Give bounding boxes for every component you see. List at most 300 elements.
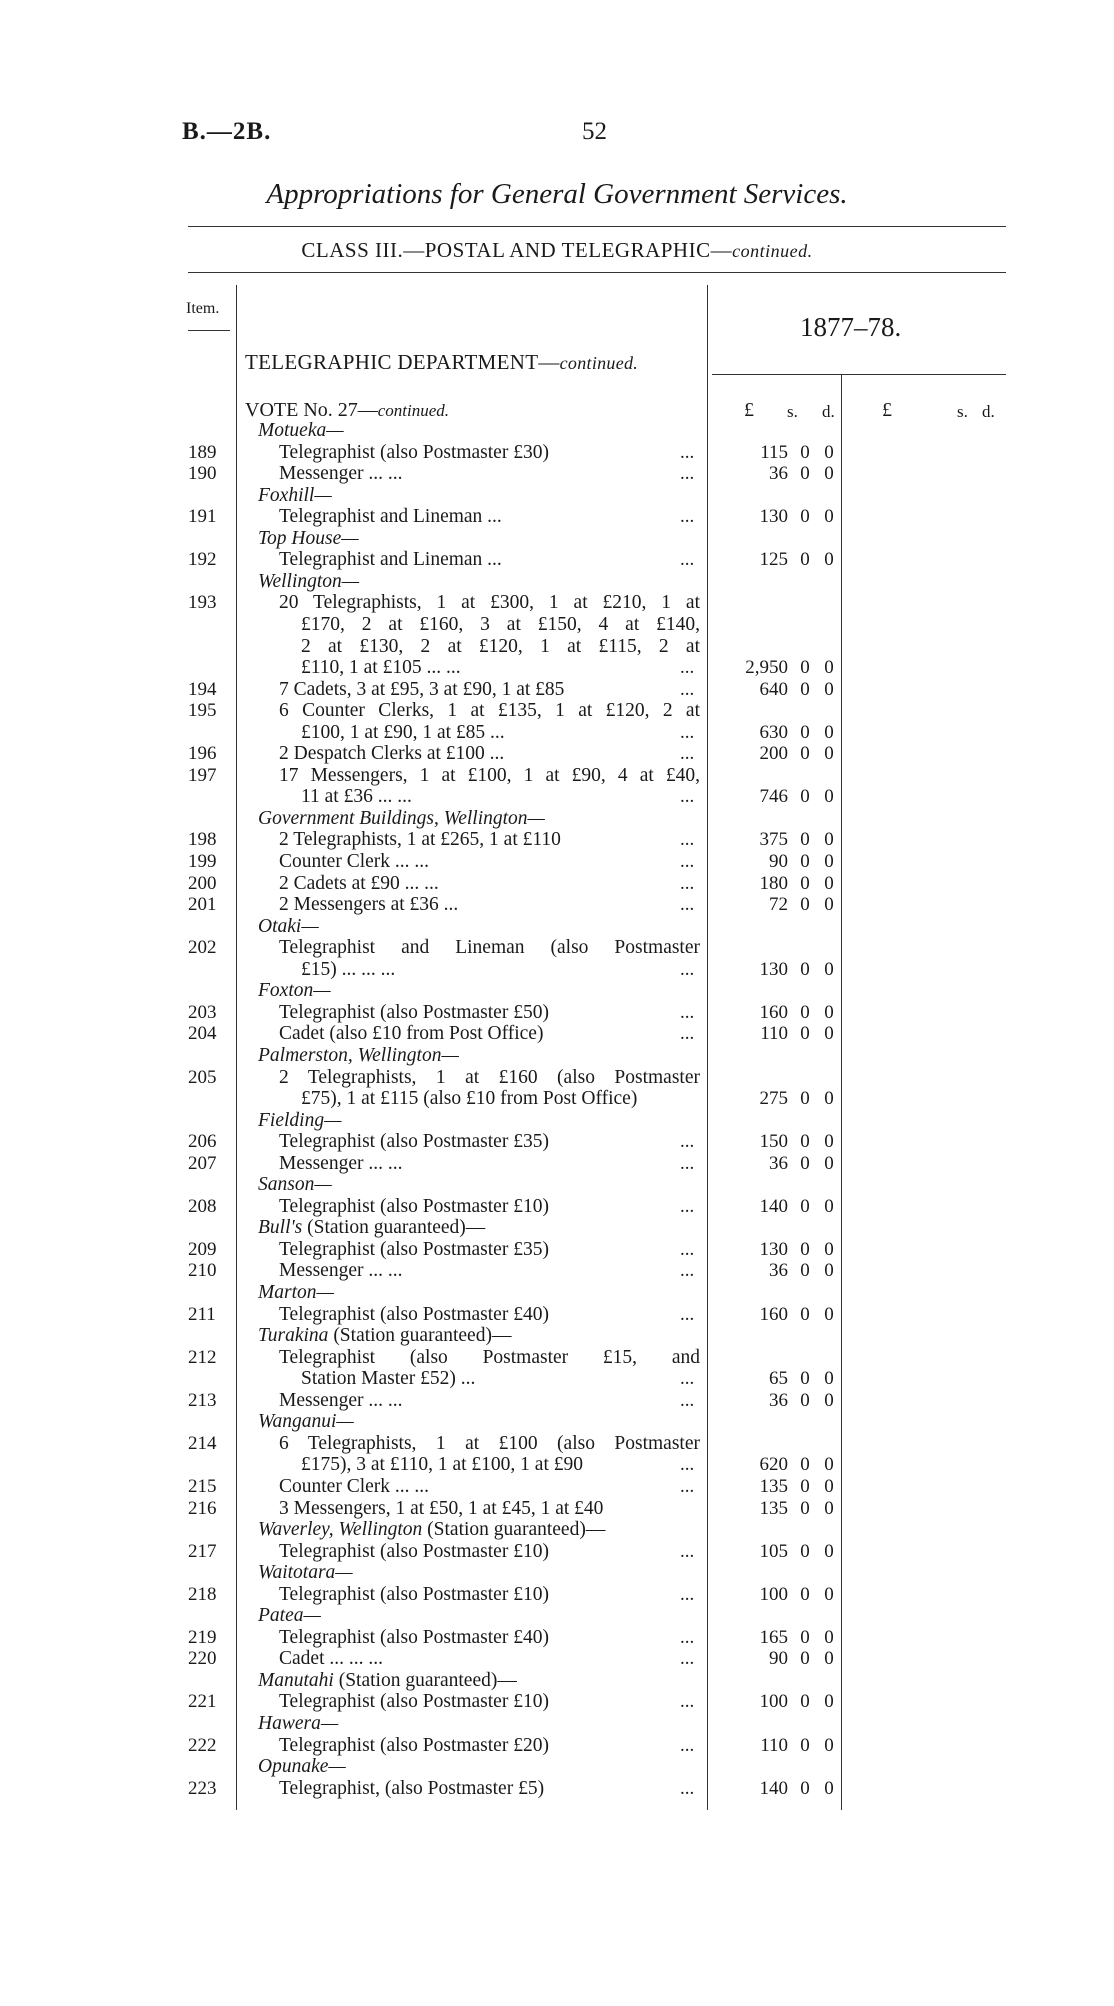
- amount-shillings: 0: [800, 1627, 810, 1648]
- col1-pence-label: d.: [822, 402, 835, 421]
- table-row: [0, 1648, 1114, 1670]
- table-row-subheading: [0, 808, 1114, 830]
- leader-dots: ...: [680, 1023, 695, 1044]
- item-number: 204: [188, 1023, 217, 1044]
- amount-shillings: 0: [800, 1498, 810, 1519]
- col2-pence-label: d.: [982, 402, 995, 421]
- amount-pounds: 746: [759, 786, 788, 807]
- department-heading-continued: continued.: [559, 353, 639, 373]
- item-description: Telegraphist (also Postmaster £50): [279, 1002, 549, 1023]
- table-row: [0, 1196, 1114, 1218]
- table-row: [0, 1023, 1114, 1045]
- amount-shillings: 0: [800, 959, 810, 980]
- amount-pounds: 100: [759, 1584, 788, 1605]
- item-description: Telegraphist and Lineman ...: [279, 549, 502, 570]
- item-description: Telegraphist (also Postmaster £10): [279, 1584, 549, 1605]
- table-row: [0, 1627, 1114, 1649]
- table-row: [0, 1153, 1114, 1175]
- amount-pence: 0: [824, 1131, 834, 1152]
- item-description: Telegraphist (also Postmaster £10): [279, 1541, 549, 1562]
- table-row-subheading: [0, 1411, 1114, 1433]
- table-row: [0, 592, 1114, 614]
- amount-pounds: 100: [759, 1691, 788, 1712]
- item-number: 215: [188, 1476, 217, 1497]
- amount-shillings: 0: [800, 1778, 810, 1799]
- table-row-subheading: [0, 959, 1114, 981]
- table-row: [0, 1735, 1114, 1757]
- item-description: Station Master £52) ...: [301, 1368, 476, 1389]
- amount-pounds: 2,950: [745, 657, 788, 678]
- amount-pounds: 36: [769, 1153, 788, 1174]
- table-row: [0, 1260, 1114, 1282]
- table-row: [0, 1476, 1114, 1498]
- amount-pence: 0: [824, 829, 834, 850]
- amount-pence: 0: [824, 1648, 834, 1669]
- amount-shillings: 0: [800, 1023, 810, 1044]
- amount-pence: 0: [824, 1088, 834, 1109]
- amount-shillings: 0: [800, 1153, 810, 1174]
- amount-pounds: 140: [759, 1196, 788, 1217]
- table-row-subheading: [0, 1454, 1114, 1476]
- amount-shillings: 0: [800, 851, 810, 872]
- amount-pence: 0: [824, 786, 834, 807]
- item-description: Telegraphist (also Postmaster £40): [279, 1627, 549, 1648]
- item-description: Messenger ... ...: [279, 463, 403, 484]
- amount-pence: 0: [824, 1476, 834, 1497]
- place-name-italic: Bull's: [258, 1217, 303, 1238]
- item-column-header: Item.: [186, 300, 220, 317]
- amount-pounds: 110: [760, 1735, 788, 1756]
- amount-pence: 0: [824, 549, 834, 570]
- amount-pence: 0: [824, 743, 834, 764]
- item-number: 203: [188, 1002, 217, 1023]
- item-description: Telegraphist and Lineman (also Postmaster: [279, 937, 700, 958]
- item-description: 20 Telegraphists, 1 at £300, 1 at £210, 1 at: [279, 592, 700, 613]
- item-description: 2 at £130, 2 at £120, 1 at £115, 2 at: [301, 636, 700, 657]
- amount-pence: 0: [824, 1368, 834, 1389]
- table-row: [0, 700, 1114, 722]
- class-heading-main: CLASS III.—POSTAL AND TELEGRAPHIC—: [301, 238, 733, 262]
- amount-pence: 0: [824, 1498, 834, 1519]
- year-heading: 1877–78.: [800, 312, 902, 342]
- item-description: 2 Despatch Clerks at £100 ...: [279, 743, 505, 764]
- item-description: Telegraphist (also Postmaster £15, and: [279, 1347, 700, 1368]
- table-row-subheading: [0, 1368, 1114, 1390]
- leader-dots: ...: [680, 1691, 695, 1712]
- table-row-subheading: [0, 1756, 1114, 1778]
- place-name: Foxton—: [258, 980, 331, 1001]
- amount-pence: 0: [824, 1002, 834, 1023]
- leader-dots: ...: [680, 722, 695, 743]
- amount-pounds: 65: [769, 1368, 788, 1389]
- amount-pounds: 620: [759, 1454, 788, 1475]
- item-number: 214: [188, 1433, 217, 1454]
- item-description: 17 Messengers, 1 at £100, 1 at £90, 4 at £40,: [279, 765, 700, 786]
- place-name: Otaki—: [258, 916, 319, 937]
- item-number: 210: [188, 1260, 217, 1281]
- item-description: 3 Messengers, 1 at £50, 1 at £45, 1 at £40: [279, 1498, 604, 1519]
- table-row: [0, 1002, 1114, 1024]
- item-description: Telegraphist (also Postmaster £20): [279, 1735, 549, 1756]
- item-number: 205: [188, 1067, 217, 1088]
- amount-pounds: 640: [759, 679, 788, 700]
- department-heading: [245, 350, 638, 375]
- amount-pence: 0: [824, 722, 834, 743]
- table-row: [0, 743, 1114, 765]
- item-description: Telegraphist (also Postmaster £35): [279, 1239, 549, 1260]
- leader-dots: ...: [680, 1778, 695, 1799]
- amount-shillings: 0: [800, 1131, 810, 1152]
- item-number: 200: [188, 873, 217, 894]
- table-row-subheading: [0, 614, 1114, 636]
- item-number: 196: [188, 743, 217, 764]
- item-number: 220: [188, 1648, 217, 1669]
- leader-dots: ...: [680, 1304, 695, 1325]
- leader-dots: ...: [680, 1260, 695, 1281]
- table-row: [0, 1541, 1114, 1563]
- item-number: 190: [188, 463, 217, 484]
- item-description: 2 Messengers at £36 ...: [279, 894, 459, 915]
- table-row-subheading: [0, 420, 1114, 442]
- amount-shillings: 0: [800, 1088, 810, 1109]
- leader-dots: ...: [680, 1584, 695, 1605]
- amount-pounds: 90: [769, 851, 788, 872]
- item-number: 221: [188, 1691, 217, 1712]
- table-row-subheading: [0, 980, 1114, 1002]
- item-number: 223: [188, 1778, 217, 1799]
- amount-shillings: 0: [800, 1735, 810, 1756]
- item-description: Telegraphist (also Postmaster £35): [279, 1131, 549, 1152]
- table-row: [0, 1498, 1114, 1520]
- amount-shillings: 0: [800, 549, 810, 570]
- item-number: 199: [188, 851, 217, 872]
- leader-dots: ...: [680, 463, 695, 484]
- leader-dots: ...: [680, 506, 695, 527]
- place-name: Patea—: [258, 1605, 321, 1626]
- item-number: 217: [188, 1541, 217, 1562]
- amount-pounds: 160: [759, 1002, 788, 1023]
- amount-shillings: 0: [800, 1691, 810, 1712]
- amount-shillings: 0: [800, 1390, 810, 1411]
- amount-pence: 0: [824, 959, 834, 980]
- leader-dots: ...: [680, 786, 695, 807]
- item-description: 7 Cadets, 3 at £95, 3 at £90, 1 at £85: [279, 679, 565, 700]
- place-name: Motueka—: [258, 420, 344, 441]
- place-name: Marton—: [258, 1282, 334, 1303]
- table-row: [0, 463, 1114, 485]
- amount-pounds: 375: [759, 829, 788, 850]
- table-row-subheading: [0, 528, 1114, 550]
- leader-dots: ...: [680, 442, 695, 463]
- table-row: [0, 1131, 1114, 1153]
- amount-pence: 0: [824, 1691, 834, 1712]
- item-number: 222: [188, 1735, 217, 1756]
- header-rule: [188, 272, 1006, 273]
- item-number: 219: [188, 1627, 217, 1648]
- amount-pence: 0: [824, 1153, 834, 1174]
- table-row-subheading: [0, 1217, 1114, 1239]
- item-description: 2 Telegraphists, 1 at £265, 1 at £110: [279, 829, 561, 850]
- leader-dots: ...: [680, 829, 695, 850]
- table-row-subheading: [0, 1713, 1114, 1735]
- item-description: £15) ... ... ...: [301, 959, 396, 980]
- item-number: 212: [188, 1347, 217, 1368]
- amount-pounds: 150: [759, 1131, 788, 1152]
- leader-dots: ...: [680, 657, 695, 678]
- item-number: 198: [188, 829, 217, 850]
- place-name: [258, 1670, 517, 1692]
- amount-shillings: 0: [800, 679, 810, 700]
- item-description: Counter Clerk ... ...: [279, 1476, 430, 1497]
- table-row: [0, 1304, 1114, 1326]
- table-row: [0, 506, 1114, 528]
- amount-pounds: 90: [769, 1648, 788, 1669]
- place-name: Wanganui—: [258, 1411, 354, 1432]
- table-row: [0, 829, 1114, 851]
- leader-dots: ...: [680, 743, 695, 764]
- amount-pounds: 130: [759, 959, 788, 980]
- table-row: [0, 1778, 1114, 1800]
- document-reference: B.—2B.: [182, 118, 272, 145]
- leader-dots: ...: [680, 679, 695, 700]
- amount-pence: 0: [824, 463, 834, 484]
- amount-pence: 0: [824, 1627, 834, 1648]
- amount-pence: 0: [824, 851, 834, 872]
- leader-dots: ...: [680, 1239, 695, 1260]
- amount-pence: 0: [824, 1735, 834, 1756]
- place-name-note: (Station guaranteed)—: [333, 1670, 517, 1691]
- leader-dots: ...: [680, 1131, 695, 1152]
- amount-shillings: 0: [800, 894, 810, 915]
- item-description: Messenger ... ...: [279, 1390, 403, 1411]
- leader-dots: ...: [680, 549, 695, 570]
- item-description: £170, 2 at £160, 3 at £150, 4 at £140,: [301, 614, 700, 635]
- table-row-subheading: [0, 657, 1114, 679]
- vote-heading-continued: continued.: [377, 401, 450, 420]
- table-row-subheading: [0, 1174, 1114, 1196]
- amount-pence: 0: [824, 1778, 834, 1799]
- table-row: [0, 549, 1114, 571]
- col2-shilling-label: s.: [957, 402, 968, 421]
- item-number: 201: [188, 894, 217, 915]
- amount-shillings: 0: [800, 786, 810, 807]
- place-name-italic: Waverley, Wellington: [258, 1519, 423, 1540]
- amount-shillings: 0: [800, 829, 810, 850]
- amount-pounds: 180: [759, 873, 788, 894]
- place-name: [258, 1519, 605, 1541]
- item-number: 197: [188, 765, 217, 786]
- table-row-subheading: [0, 571, 1114, 593]
- amount-shillings: 0: [800, 1476, 810, 1497]
- item-description: Counter Clerk ... ...: [279, 851, 430, 872]
- leader-dots: ...: [680, 1735, 695, 1756]
- table-row-subheading: [0, 722, 1114, 744]
- table-row: [0, 442, 1114, 464]
- place-name: [258, 1325, 511, 1347]
- amount-pounds: 130: [759, 506, 788, 527]
- place-name: Foxhill—: [258, 485, 332, 506]
- item-number: 191: [188, 506, 217, 527]
- leader-dots: ...: [680, 1541, 695, 1562]
- item-number: 194: [188, 679, 217, 700]
- leader-dots: ...: [680, 873, 695, 894]
- item-description: Telegraphist (also Postmaster £40): [279, 1304, 549, 1325]
- top-rule: [188, 226, 1006, 227]
- amount-pence: 0: [824, 657, 834, 678]
- item-number: 207: [188, 1153, 217, 1174]
- place-name: Government Buildings, Wellington—: [258, 808, 545, 829]
- amount-pence: 0: [824, 1304, 834, 1325]
- amount-pence: 0: [824, 1239, 834, 1260]
- item-number: 206: [188, 1131, 217, 1152]
- amount-pounds: 105: [759, 1541, 788, 1562]
- department-heading-main: TELEGRAPHIC DEPARTMENT—: [245, 350, 560, 374]
- item-number: 213: [188, 1390, 217, 1411]
- amount-shillings: 0: [800, 463, 810, 484]
- item-description: Telegraphist (also Postmaster £30): [279, 442, 549, 463]
- amount-pence: 0: [824, 1260, 834, 1281]
- amount-shillings: 0: [800, 1454, 810, 1475]
- amount-pence: 0: [824, 442, 834, 463]
- leader-dots: ...: [680, 1390, 695, 1411]
- leader-dots: ...: [680, 851, 695, 872]
- item-header-underline: [188, 330, 230, 331]
- table-row: [0, 1239, 1114, 1261]
- amount-pounds: 135: [759, 1476, 788, 1497]
- table-row: [0, 1067, 1114, 1089]
- amount-pence: 0: [824, 679, 834, 700]
- amount-shillings: 0: [800, 657, 810, 678]
- amount-pounds: 36: [769, 1390, 788, 1411]
- table-row-subheading: [0, 786, 1114, 808]
- table-row: [0, 1433, 1114, 1455]
- place-name-note: (Station guaranteed)—: [328, 1325, 512, 1346]
- leader-dots: ...: [680, 1627, 695, 1648]
- leader-dots: ...: [680, 1368, 695, 1389]
- item-number: 192: [188, 549, 217, 570]
- table-row-subheading: [0, 1605, 1114, 1627]
- leader-dots: ...: [680, 1153, 695, 1174]
- amount-pence: 0: [824, 1454, 834, 1475]
- table-row-subheading: [0, 1110, 1114, 1132]
- item-description: £175), 3 at £110, 1 at £100, 1 at £90: [301, 1454, 583, 1475]
- table-row: [0, 1390, 1114, 1412]
- amount-pence: 0: [824, 1584, 834, 1605]
- item-number: 211: [188, 1304, 216, 1325]
- amount-shillings: 0: [800, 1304, 810, 1325]
- amount-pounds: 275: [759, 1088, 788, 1109]
- amount-shillings: 0: [800, 873, 810, 894]
- amount-shillings: 0: [800, 1239, 810, 1260]
- col2-pound-label: £: [882, 399, 892, 421]
- leader-dots: ...: [680, 1196, 695, 1217]
- amount-pence: 0: [824, 506, 834, 527]
- place-name: [258, 1217, 485, 1239]
- item-number: 202: [188, 937, 217, 958]
- item-number: 209: [188, 1239, 217, 1260]
- table-row: [0, 894, 1114, 916]
- leader-dots: ...: [680, 959, 695, 980]
- amount-pounds: 110: [760, 1023, 788, 1044]
- item-description: 2 Cadets at £90 ... ...: [279, 873, 439, 894]
- place-name: Hawera—: [258, 1713, 339, 1734]
- table-row-subheading: [0, 1088, 1114, 1110]
- table-row: [0, 1691, 1114, 1713]
- item-number: 193: [188, 592, 217, 613]
- amount-pounds: 200: [759, 743, 788, 764]
- amount-shillings: 0: [800, 1368, 810, 1389]
- table-row: [0, 1347, 1114, 1369]
- item-description: Telegraphist and Lineman ...: [279, 506, 502, 527]
- leader-dots: ...: [680, 1648, 695, 1669]
- amount-pounds: 36: [769, 463, 788, 484]
- item-description: 6 Counter Clerks, 1 at £135, 1 at £120, 2 at: [279, 700, 700, 721]
- place-name-note: (Station guaranteed)—: [302, 1217, 486, 1238]
- class-heading-continued: continued.: [732, 241, 813, 261]
- amount-shillings: 0: [800, 722, 810, 743]
- amount-shillings: 0: [800, 506, 810, 527]
- item-description: £75), 1 at £115 (also £10 from Post Office): [301, 1088, 638, 1109]
- leader-dots: ...: [680, 894, 695, 915]
- place-name: Waitotara—: [258, 1562, 353, 1583]
- table-row-subheading: [0, 1325, 1114, 1347]
- item-description: Telegraphist, (also Postmaster £5): [279, 1778, 545, 1799]
- amount-pounds: 160: [759, 1304, 788, 1325]
- table-row-subheading: [0, 636, 1114, 658]
- table-row-subheading: [0, 1045, 1114, 1067]
- amount-pounds: 36: [769, 1260, 788, 1281]
- amount-pence: 0: [824, 873, 834, 894]
- item-description: Cadet ... ... ...: [279, 1648, 383, 1669]
- item-description: Cadet (also £10 from Post Office): [279, 1023, 544, 1044]
- place-name: Top House—: [258, 528, 359, 549]
- table-row-subheading: [0, 1519, 1114, 1541]
- table-row: [0, 765, 1114, 787]
- item-number: 195: [188, 700, 217, 721]
- table-row-subheading: [0, 1562, 1114, 1584]
- amount-shillings: 0: [800, 1541, 810, 1562]
- item-number: 208: [188, 1196, 217, 1217]
- item-description: Telegraphist (also Postmaster £10): [279, 1691, 549, 1712]
- item-number: 216: [188, 1498, 217, 1519]
- amount-shillings: 0: [800, 1584, 810, 1605]
- leader-dots: ...: [680, 1002, 695, 1023]
- amount-shillings: 0: [800, 743, 810, 764]
- item-description: 6 Telegraphists, 1 at £100 (also Postmaster: [279, 1433, 700, 1454]
- place-name-note: (Station guaranteed)—: [422, 1519, 606, 1540]
- table-row-subheading: [0, 485, 1114, 507]
- item-description: Messenger ... ...: [279, 1260, 403, 1281]
- amount-pounds: 72: [769, 894, 788, 915]
- amount-pence: 0: [824, 1390, 834, 1411]
- table-row: [0, 937, 1114, 959]
- item-description: 11 at £36 ... ...: [301, 786, 412, 807]
- vote-heading: [245, 399, 449, 422]
- table-row-subheading: [0, 1282, 1114, 1304]
- leader-dots: ...: [680, 1476, 695, 1497]
- amount-pence: 0: [824, 1541, 834, 1562]
- amount-pence: 0: [824, 1196, 834, 1217]
- amount-shillings: 0: [800, 1002, 810, 1023]
- vote-heading-main: VOTE No. 27—: [245, 399, 378, 421]
- amount-shillings: 0: [800, 442, 810, 463]
- place-name: Wellington—: [258, 571, 360, 592]
- amount-pounds: 115: [760, 442, 788, 463]
- place-name: Palmerston, Wellington—: [258, 1045, 459, 1066]
- item-number: 218: [188, 1584, 217, 1605]
- amount-pounds: 165: [759, 1627, 788, 1648]
- page-number: 52: [582, 118, 607, 145]
